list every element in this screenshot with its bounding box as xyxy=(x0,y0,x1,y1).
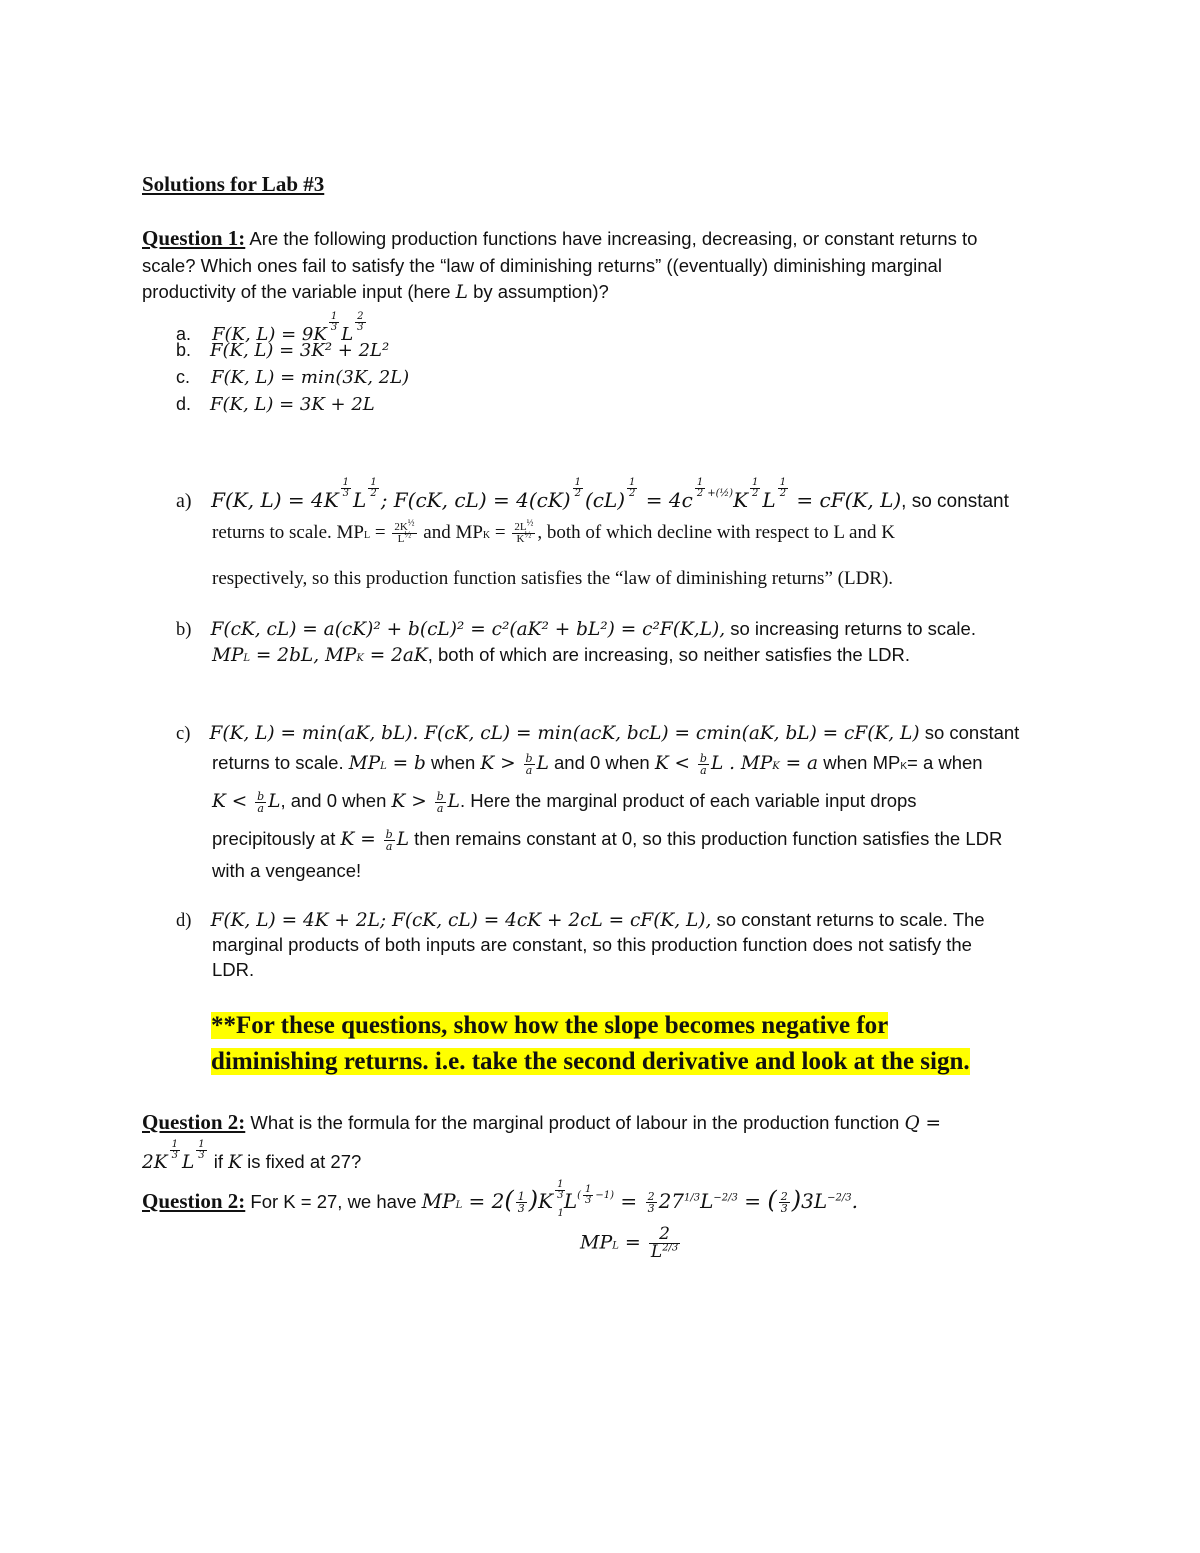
page-title: Solutions for Lab #3 xyxy=(142,172,325,196)
question-2-line-2: 2K $\frac{1}{3}$ L $\frac{1}{3}$ if K is fixed at 27? xyxy=(142,1139,362,1173)
solution-a-expression: F(K, L) = 4K $\frac{1}{3}$ L $\frac{1}{2}$ ; F(cK, cL) = 4(cK) $\frac{1}{2}$ (cL) $\frac{1}{2}$ = 4c $\frac{1}{2}$ $^{+(\frac{1}{2})}$K $\frac{1}{2}$ L $\frac{1}{2}$ = cF(K, L) xyxy=(211,477,902,512)
highlighted-note-line-2: diminishing returns. i.e. take the second derivative and look at the sign. xyxy=(211,1048,970,1075)
question-1-line-2: scale? Which ones fail to satisfy the “law of diminishing returns” ((eventually) diminishing marginal xyxy=(142,255,942,276)
question-1-line-3: productivity of the variable input (here L by assumption)? xyxy=(142,281,609,303)
solution-a-line-3: respectively, so this production function satisfies the “law of diminishing returns” (LDR). xyxy=(212,568,894,589)
question-1-label: Question 1: xyxy=(142,226,246,250)
solution-c-line-5: with a vengeance! xyxy=(212,860,362,881)
solution-c-line-3: K < $\frac{b}{a}$ L, and 0 when K > $\frac{b}{a}$ L. Here the marginal product of each variable input drops xyxy=(212,789,917,815)
solution-d-line-2: marginal products of both inputs are constant, so this production function does not satisfy the xyxy=(212,934,972,955)
solution-a-line-1: a) F(K, L) = 4K $\frac{1}{3}$ L $\frac{1}{2}$ ; F(cK, cL) = 4(cK) $\frac{1}{2}$ (cL) $\frac{1}{2}$ = 4c $\frac{1}{2}$ $^{+(\frac{1}{2})}$K $\frac{1}{2}$ L $\frac{1}{2}$ = cF(K, L), so constant xyxy=(176,477,1009,512)
question-2-solution-line-1: Question 2: For K = 27, we have MPL = 2( $\frac{1}{3}$ )K $\frac{1}{3}$ $_1L^{( \frac{1}{3} -1)}$ = $\frac{2}{3}$ $27^{1/3}L^{-2/3}$ = ( $\frac{2}{3}$ )$3L^{-2/3}$. xyxy=(142,1179,858,1219)
exponent-fraction: $\frac{1}{3}$ xyxy=(330,311,338,333)
list-item-c: c. F(K, L) = min(3K, 2L) xyxy=(176,367,410,388)
solution-c-line-2: returns to scale. MPL = b when K > $\frac{b}{a}$ L and 0 when K < $\frac{b}{a}$ L . MPK = a when MPK= a when xyxy=(212,751,983,777)
solution-c-line-4: precipitously at K = $\frac{b}{a}$ L then remains constant at 0, so this production function satisfies the LDR xyxy=(212,827,1003,853)
solution-b-line-2: MPL = 2bL, MPK = 2aK, both of which are increasing, so neither satisfies the LDR. xyxy=(212,644,910,666)
solution-d-line-1: d) F(K, L) = 4K + 2L; F(cK, cL) = 4cK + 2cL = cF(K, L), so constant returns to scale. The xyxy=(176,909,985,931)
question-1-text-1: Are the following production functions have increasing, decreasing, or constant returns to xyxy=(245,228,978,249)
final-fraction: $\frac{2}{L^{2/3}}$ xyxy=(650,1224,679,1262)
list-item-b: b. F(K, L) = 3K² + 2L² xyxy=(176,340,390,361)
question-2-label: Question 2: xyxy=(142,1110,246,1134)
solution-d-line-3: LDR. xyxy=(212,959,255,980)
highlighted-note-line-1: **For these questions, show how the slope becomes negative for xyxy=(211,1012,889,1039)
solution-a-line-2: returns to scale. MPL = $\frac{2K^{\frac{1}{2}}}{L^{\frac{1}{2}}}$ and MPK = $\frac{2L^{\frac{1}{2}}}{K^{\frac{1}{2}}}$ , both of which decline with respect to L and K xyxy=(212,517,895,546)
question-2-solution-expression: MPL = 2( $\frac{1}{3}$ )K $\frac{1}{3}$ $_1L^{( \frac{1}{3} -1)}$ = $\frac{2}{3}$ $27^{1/3}L^{-2/3}$ = ( $\frac{2}{3}$ )$3L^{-2/3}$. xyxy=(421,1179,858,1219)
mpl-fraction: $\frac{2K^{\frac{1}{2}}}{L^{\frac{1}{2}}}$ xyxy=(394,517,415,546)
question-2-solution-label: Question 2: xyxy=(142,1189,246,1213)
exponent-fraction: $\frac{2}{3}$ xyxy=(357,311,364,333)
mpk-fraction: $\frac{2L^{\frac{1}{2}}}{K^{\frac{1}{2}}}$ xyxy=(514,517,534,546)
list-item-a: a. F(K, L) = 9K $\frac{1}{3}$ L $\frac{2}{3}$ xyxy=(176,311,364,345)
solution-c-line-1: c) F(K, L) = min(aK, bL). F(cK, cL) = min(acK, bcL) = cmin(aK, bL) = cF(K, L) so constant xyxy=(176,722,1020,744)
question-1-line-1 xyxy=(142,226,977,251)
list-item-d: d. F(K, L) = 3K + 2L xyxy=(176,394,375,415)
question-2-final-formula: MPL = $\frac{2}{L^{2/3}}$ xyxy=(580,1224,679,1262)
solution-b-line-1: b) F(cK, cL) = a(cK)² + b(cL)² = c²(aK² + bL²) = c²F(K,L), so increasing returns to scale. xyxy=(176,618,976,640)
question-2-line-1: Question 2: What is the formula for the marginal product of labour in the production function Q = xyxy=(142,1110,941,1134)
